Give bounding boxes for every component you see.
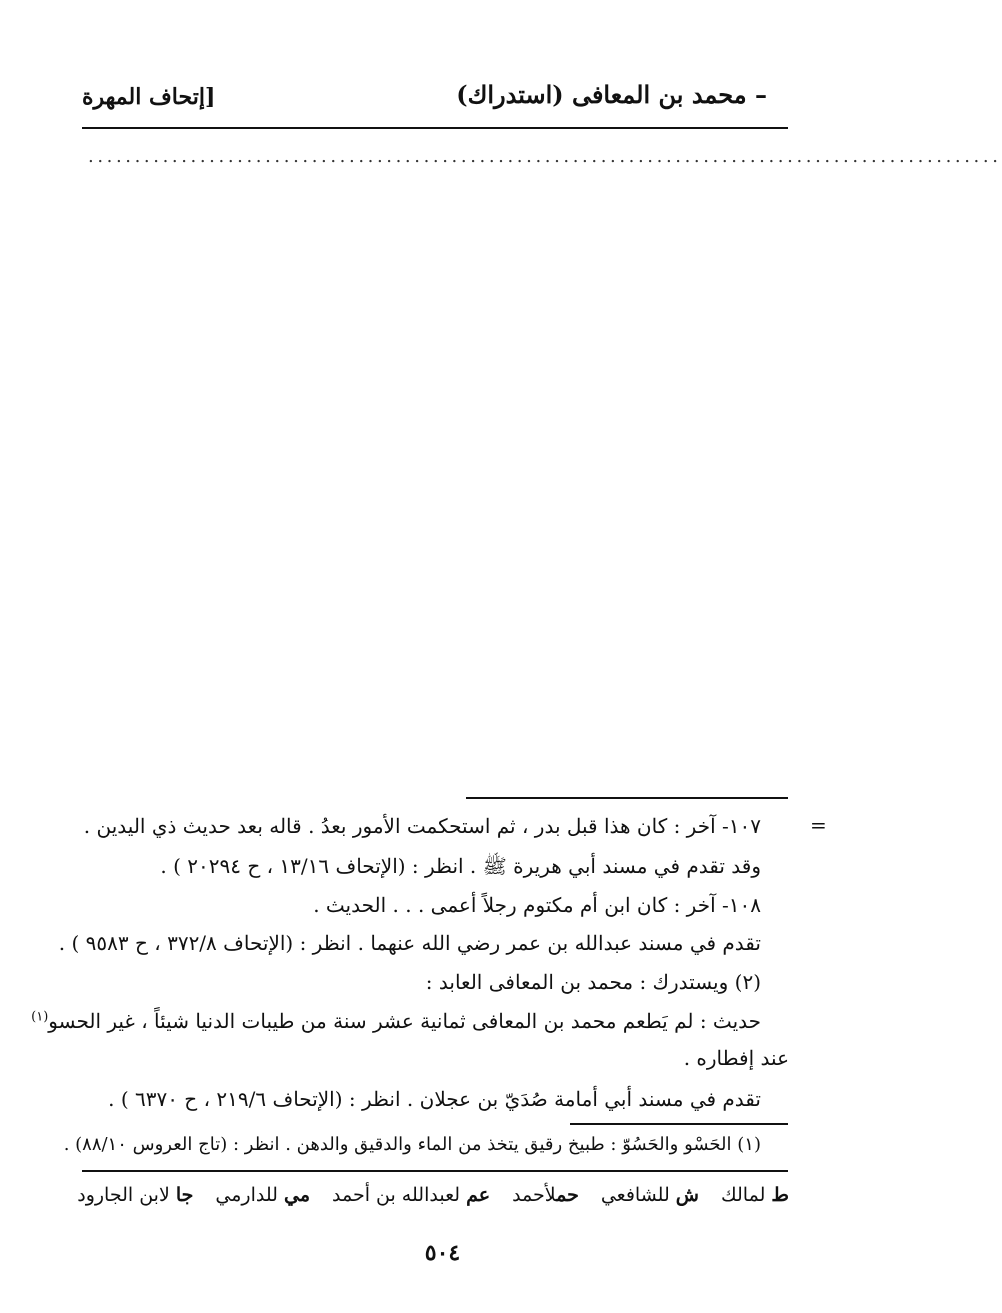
running-title-left: [إتحاف المهرة — [82, 84, 216, 110]
body-line-8: تقدم في مسند أبي أمامة صُدَيّ بن عجلان . انظر : (الإتحاف ٢١٩/٦ ، ح ٦٣٧٠ ) . — [108, 1087, 761, 1111]
body-line-2: وقد تقدم في مسند أبي هريرة ﷺ . انظر : (الإتحاف ١٣/١٦ ، ح ٢٠٢٩٤ ) . — [160, 854, 761, 878]
legend-item: مي للدارمي — [215, 1184, 310, 1206]
body-line-3: ١٠٨- آخر : كان ابن أم مكتوم رجلاً أعمى . . . الحديث . — [313, 893, 761, 917]
body-line-7: عند إفطاره . — [683, 1046, 789, 1070]
footnote-rule — [570, 1123, 788, 1125]
body-line-1: ١٠٧- آخر : كان هذا قبل بدر ، ثم استحكمت الأمور بعدُ . قاله بعد حديث ذي اليدين . — [83, 814, 761, 838]
body-top-rule — [466, 797, 788, 799]
legend-rule — [82, 1170, 788, 1172]
legend-item: ش للشافعي — [600, 1184, 699, 1206]
continuation-mark: = — [810, 813, 827, 837]
legend-item: عم لعبدالله بن أحمد — [332, 1184, 491, 1206]
legend-item: جا لابن الجارود — [77, 1184, 194, 1206]
body-line-5: (٢) ويستدرك : محمد بن المعافى العابد : — [425, 970, 761, 994]
footnote-text: (١) الحَسْو والحَسُوّ : طبيخ رقيق يتخذ من الماء والدقيق والدهن . انظر : (تاج العروس ٨٨/١٠) . — [63, 1134, 761, 1155]
header-rule — [82, 127, 788, 129]
abbreviations-legend — [77, 1184, 789, 1206]
running-title-right: – محمد بن المعافى (استدراك) — [456, 80, 767, 109]
footnote-marker: (١) — [31, 1009, 49, 1025]
legend-item: حملأحمد — [512, 1184, 579, 1206]
legend-item: ط لمالك — [721, 1184, 789, 1206]
dotted-separator: .................................................................................................. — [88, 146, 1002, 167]
body-line-6 — [31, 1007, 761, 1035]
body-line-6-text: حديث : لم يَطعم محمد بن المعافى ثمانية عشر سنة من طيبات الدنيا شيئاً ، غير الحسو — [48, 1009, 761, 1033]
page-number: ٥٠٤ — [424, 1240, 461, 1266]
body-line-4: تقدم في مسند عبدالله بن عمر رضي الله عنهما . انظر : (الإتحاف ٣٧٢/٨ ، ح ٩٥٨٣ ) . — [58, 931, 761, 955]
